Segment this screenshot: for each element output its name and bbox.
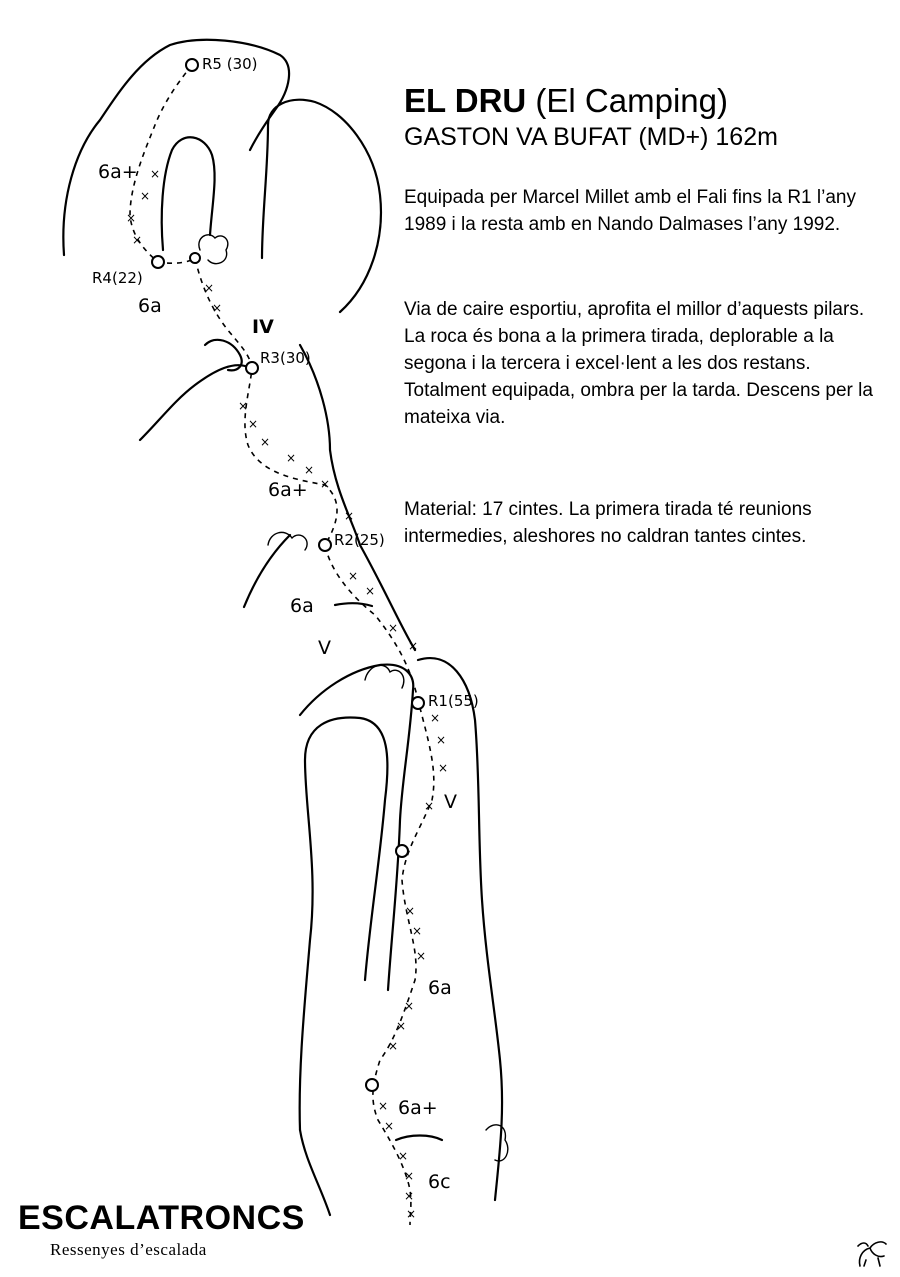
svg-text:×: × <box>398 1149 409 1163</box>
bush-lower <box>365 665 404 688</box>
brand-name: ESCALATRONCS <box>18 1199 305 1237</box>
svg-text:×: × <box>384 1119 395 1133</box>
belay-r5-label: R5 (30) <box>202 55 258 73</box>
svg-text:×: × <box>408 639 419 653</box>
svg-text:×: × <box>404 1169 415 1183</box>
belay-r3-label: R3(30) <box>260 349 311 367</box>
svg-text:×: × <box>404 999 415 1013</box>
grade-p2-roman: V <box>318 637 331 659</box>
svg-text:×: × <box>344 509 355 523</box>
crag-area: (El Camping) <box>535 82 728 119</box>
ledge-p2 <box>335 603 372 606</box>
middle-ridge-left <box>140 365 250 440</box>
belay-r4-anchor <box>152 256 164 268</box>
goat-logo-icon <box>852 1236 892 1272</box>
svg-text:×: × <box>405 904 416 918</box>
svg-text:×: × <box>348 569 359 583</box>
svg-text:×: × <box>365 584 376 598</box>
belay-intermediate-anchor <box>190 253 200 263</box>
svg-text:×: × <box>388 621 399 635</box>
lower-pillar-inner-left <box>300 717 388 1130</box>
svg-text:×: × <box>150 167 161 181</box>
bush-middle <box>268 532 307 550</box>
belay-low-anchor <box>366 1079 378 1091</box>
svg-text:×: × <box>388 1039 399 1053</box>
svg-text:×: × <box>212 301 223 315</box>
middle-ridge-lower-left <box>244 535 290 607</box>
belay-mid-anchor <box>396 845 408 857</box>
belay-r1-label: R1(55) <box>428 692 479 710</box>
belay-r5-anchor <box>186 59 198 71</box>
grade-p1-b: 6a+ <box>398 1097 438 1119</box>
svg-text:×: × <box>424 799 435 813</box>
svg-text:×: × <box>286 451 297 465</box>
character-paragraph: Via de caire esportiu, aprofita el millor d’aquests pilars. La roca és bona a la primera tirada, deplorable a la segona i la tercera i excel·lent a les dos restans. Totalment equipada, ombra per la tarda. Descens per la mateixa via. <box>404 299 873 428</box>
svg-text:×: × <box>396 1019 407 1033</box>
belay-r3-anchor <box>246 362 258 374</box>
svg-text:×: × <box>404 1189 415 1203</box>
svg-text:×: × <box>238 399 249 413</box>
route-title <box>404 82 884 120</box>
svg-text:×: × <box>412 924 423 938</box>
svg-text:×: × <box>416 949 427 963</box>
belay-r2-anchor <box>319 539 331 551</box>
grade-p3-roman: IV <box>252 316 274 338</box>
upper-right-pillar-outline <box>262 100 381 312</box>
svg-text:×: × <box>140 189 151 203</box>
svg-text:×: × <box>248 417 259 431</box>
belay-r1-anchor <box>412 697 424 709</box>
grade-p4: 6a <box>138 295 162 317</box>
grade-p3: 6a+ <box>268 479 308 501</box>
svg-text:×: × <box>260 435 271 449</box>
material-paragraph: Material: 17 cintes. La primera tirada té reunions intermedies, aleshores no caldran tantes cintes. <box>404 499 812 547</box>
grade-p1-a: 6a <box>428 977 452 999</box>
svg-text:×: × <box>430 711 441 725</box>
bolt-markers <box>126 167 448 1221</box>
lower-pillar-left-outline <box>300 665 416 990</box>
svg-text:×: × <box>438 761 449 775</box>
grade-p2: 6a <box>290 595 314 617</box>
bush-upper <box>199 235 228 264</box>
svg-text:×: × <box>126 211 137 225</box>
grade-p1-c: 6c <box>428 1171 451 1193</box>
crag-name: EL DRU <box>404 82 527 119</box>
grade-p1-roman: V <box>444 791 457 813</box>
svg-text:×: × <box>132 233 143 247</box>
title-block <box>404 82 884 152</box>
svg-text:×: × <box>378 1099 389 1113</box>
svg-text:×: × <box>204 281 215 295</box>
ledge-p1 <box>396 1136 442 1141</box>
brand-tagline: Ressenyes d’escalada <box>50 1240 207 1259</box>
svg-text:×: × <box>406 1207 417 1221</box>
svg-text:×: × <box>436 733 447 747</box>
svg-text:×: × <box>320 477 331 491</box>
route-name-grade-length: GASTON VA BUFAT (MD+) 162m <box>404 123 778 151</box>
svg-text:×: × <box>304 463 315 477</box>
belay-r2-label: R2(25) <box>334 531 385 549</box>
upper-left-pillar-inner <box>162 137 215 250</box>
grade-p5: 6a+ <box>98 161 138 183</box>
belay-r4-label: R4(22) <box>92 269 143 287</box>
equipment-paragraph: Equipada per Marcel Millet amb el Fali fins la R1 l’any 1989 i la resta amb en Nando Dalmases l’any 1992. <box>404 187 856 235</box>
bush-base <box>486 1125 508 1161</box>
